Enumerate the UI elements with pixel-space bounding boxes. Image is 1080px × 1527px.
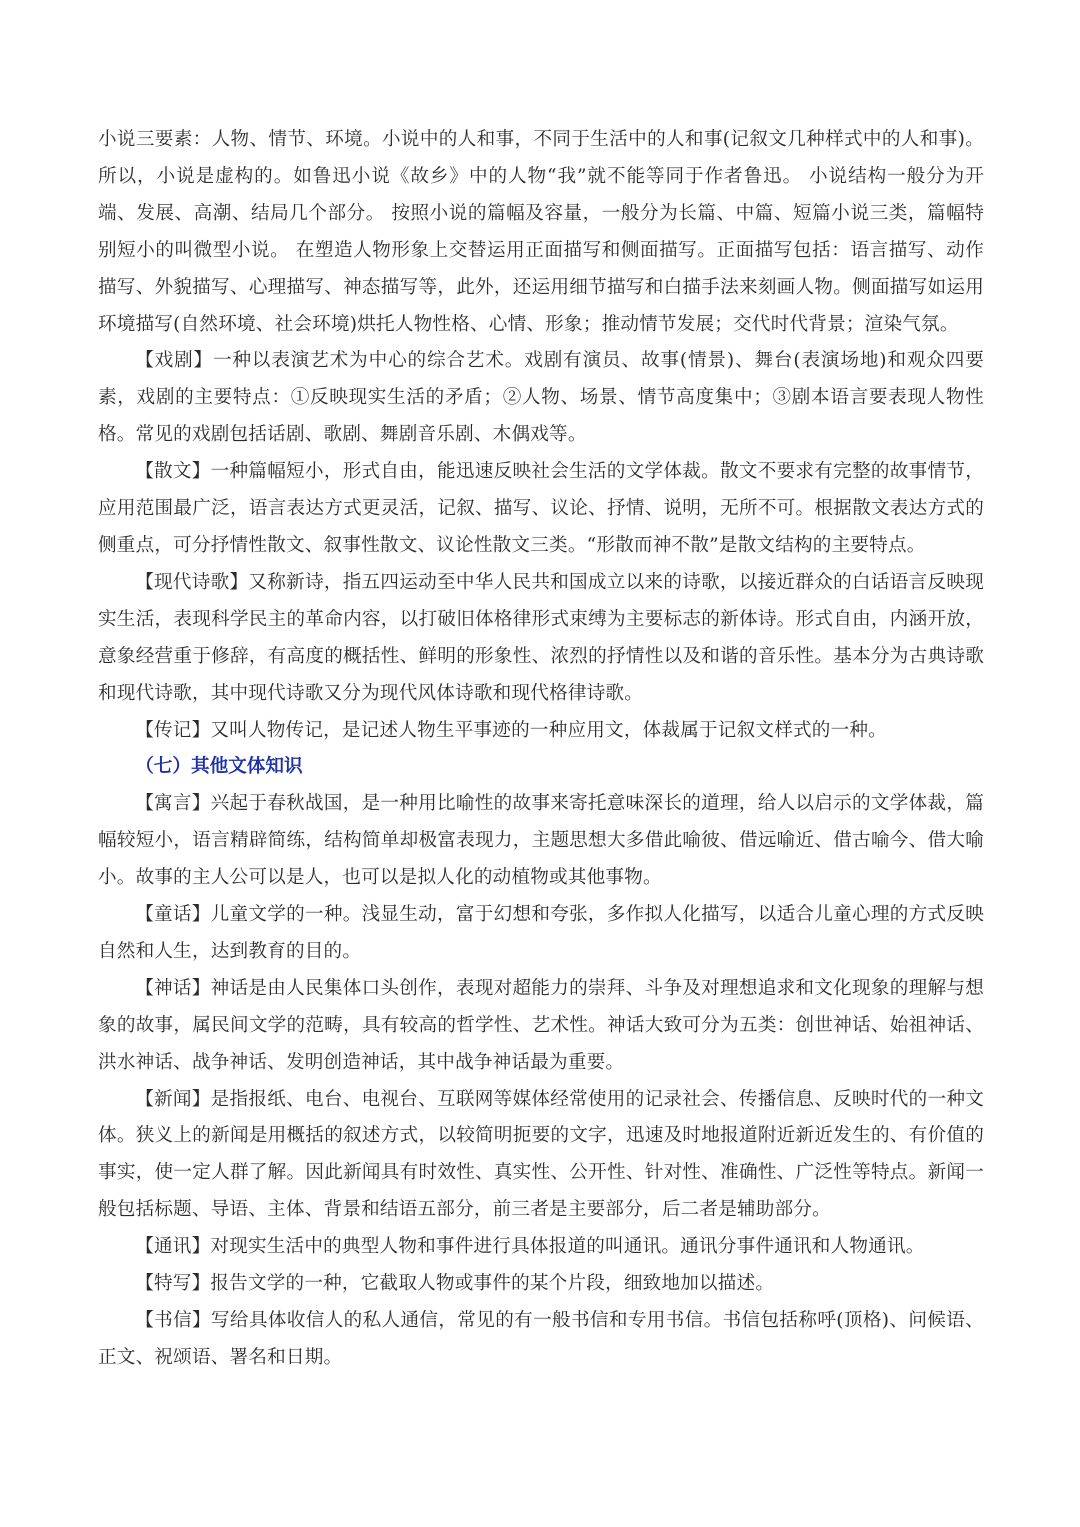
term-label: 【传记】 xyxy=(135,719,211,741)
paragraph-text: 对现实生活中的典型人物和事件进行具体报道的叫通讯。通讯分事件通讯和人物通讯。 xyxy=(210,1236,925,1258)
term-label: 【散文】 xyxy=(135,461,211,483)
paragraph-text: 一种以表演艺术为中心的综合艺术。戏剧有演员、故事(情景)、舞台(表演场地)和观众四要素，戏剧的主要特点：①反映现实生活的矛盾；②人物、场景、情节高度集中；③剧本语言要表现人物性格。常见的戏剧包括话剧、歌剧、舞剧音乐剧、木偶戏等。 xyxy=(98,350,984,446)
paragraph-text: 神话是由人民集体口头创作，表现对超能力的崇拜、斗争及对理想追求和文化现象的理解与想象的故事，属民间文学的范畴，具有较高的哲学性、艺术性。神话大致可分为五类：创世神话、始祖神话、洪水神话、战争神话、发明创造神话，其中战争神话最为重要。 xyxy=(98,977,985,1073)
term-label: 【戏剧】 xyxy=(135,350,213,372)
paragraph-text: 是指报纸、电台、电视台、互联网等媒体经常使用的记录社会、传播信息、反映时代的一种文体。狭义上的新闻是用概括的叙述方式，以较简明扼要的文字，迅速及时地报道附近新近发生的、有价值的事实，使一定人群了解。因此新闻具有时效性、真实性、公开性、针对性、准确性、广泛性等特点。新闻一般包括标题、导语、主体、背景和结语五部分，前三者是主要部分，后二者是辅助部分。 xyxy=(98,1088,985,1221)
paragraph-report xyxy=(98,1229,984,1266)
paragraph-drama xyxy=(98,343,984,454)
paragraph-text: 一种篇幅短小，形式自由，能迅速反映社会生活的文学体裁。散文不要求有完整的故事情节，应用范围最广泛，语言表达方式更灵活，记叙、描写、议论、抒情、说明，无所不可。根据散文表达方式的侧重点，可分抒情性散文、叙事性散文、议论性散文三类。“形散而神不散”是散文结构的主要特点。 xyxy=(98,461,985,556)
paragraph-text: 报告文学的一种，它截取人物或事件的某个片段，细致地加以描述。 xyxy=(210,1273,775,1295)
document-page xyxy=(98,122,984,1377)
paragraph-text: 小说三要素：人物、情节、环境。小说中的人和事，不同于生活中的人和事(记叙文几种样式中的人和事)。所以，小说是虚构的。如鲁迅小说《故乡》中的人物“我”就不能等同于作者鲁迅。 小说结构一般分为开端、发展、高潮、结局几个部分。 按照小说的篇幅及容量，一般分为长篇、中篇、短篇小说三类，篇幅特别短小的叫微型小说。 在塑造人物形象上交替运用正面描写和侧面描写。正面描写包括：语言描写、动作描写、外貌描写、心理描写、神态描写等，此外，还运用细节描写和白描手法来刻画人物。侧面描写如运用环境描写(自然环境、社会环境)烘托人物性格、心情、形象；推动情节发展；交代时代背景；渲染气氛。 xyxy=(98,129,984,335)
paragraph-prose xyxy=(98,454,984,565)
paragraph-text: 兴起于春秋战国，是一种用比喻性的故事来寄托意味深长的道理，给人以启示的文学体裁，篇幅较短小，语言精辟简练，结构简单却极富表现力，主题思想大多借此喻彼、借远喻近、借古喻今、借大喻小。故事的主人公可以是人，也可以是拟人化的动植物或其他事物。 xyxy=(98,793,985,889)
paragraph-feature xyxy=(98,1266,984,1303)
paragraph-text: 儿童文学的一种。浅显生动，富于幻想和夸张，多作拟人化描写，以适合儿童心理的方式反映自然和人生，达到教育的目的。 xyxy=(98,904,985,962)
term-label: 【通讯】 xyxy=(135,1236,211,1258)
term-label: 【神话】 xyxy=(135,977,211,999)
term-label: 【特写】 xyxy=(135,1273,211,1295)
paragraph-letter xyxy=(98,1303,984,1377)
term-label: 【寓言】 xyxy=(135,793,211,815)
paragraph-novel-elements xyxy=(98,122,984,343)
paragraph-text: 写给具体收信人的私人通信，常见的有一般书信和专用书信。书信包括称呼(顶格)、问候语、正文、祝颂语、署名和日期。 xyxy=(98,1310,984,1368)
paragraph-modern-poetry xyxy=(98,565,984,713)
term-label: 【新闻】 xyxy=(135,1088,211,1110)
paragraph-news xyxy=(98,1082,984,1230)
paragraph-text: 又称新诗，指五四运动至中华人民共和国成立以来的诗歌，以接近群众的白话语言反映现实生活，表现科学民主的革命内容，以打破旧体格律形式束缚为主要标志的新体诗。形式自由，内涵开放，意象经营重于修辞，有高度的概括性、鲜明的形象性、浓烈的抒情性以及和谐的音乐性。基本分为古典诗歌和现代诗歌，其中现代诗歌又分为现代风体诗歌和现代格律诗歌。 xyxy=(98,571,984,704)
paragraph-fable xyxy=(98,786,984,897)
term-label: 【童话】 xyxy=(135,904,211,926)
term-label: 【书信】 xyxy=(135,1310,211,1331)
section-heading: （七）其他文体知识 xyxy=(135,756,303,778)
paragraph-fairy-tale xyxy=(98,897,984,971)
paragraph-myth xyxy=(98,971,984,1082)
paragraph-text: 又叫人物传记，是记述人物生平事迹的一种应用文，体裁属于记叙文样式的一种。 xyxy=(210,719,887,741)
term-label: 【现代诗歌】 xyxy=(135,571,249,593)
paragraph-biography xyxy=(98,713,984,750)
